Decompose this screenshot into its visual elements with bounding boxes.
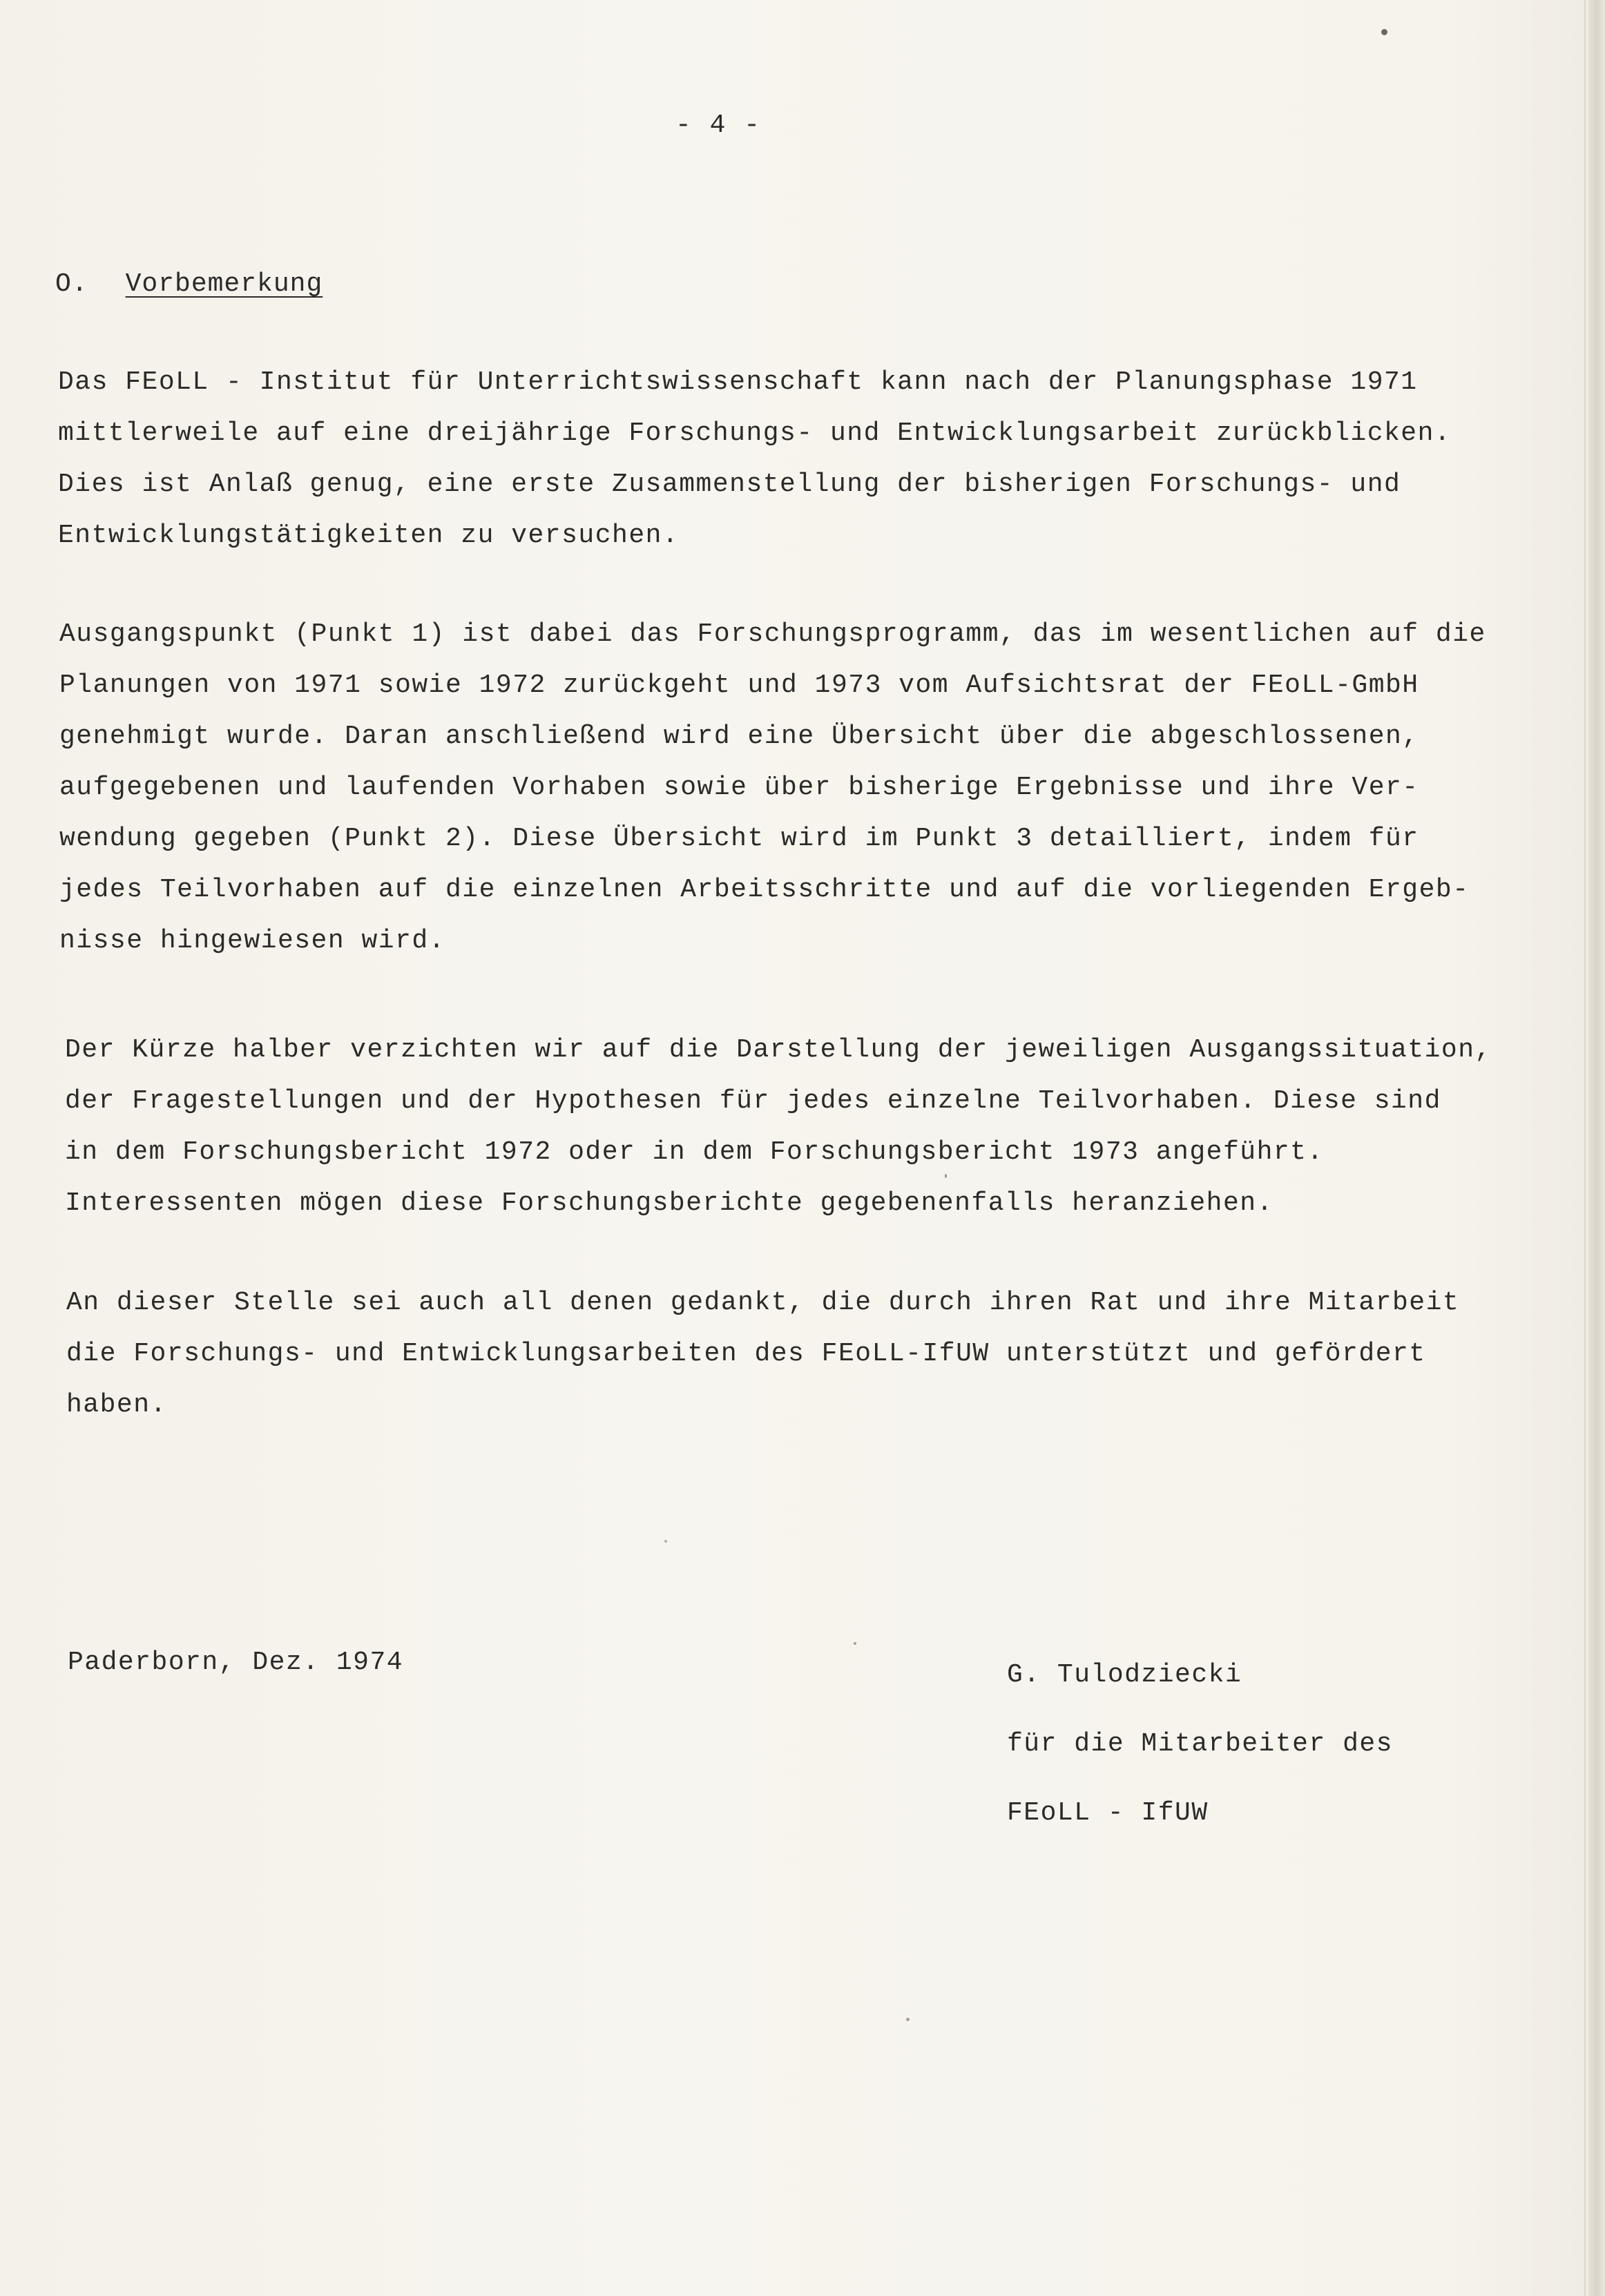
text-line: Interessenten mögen diese Forschungsberichte gegebenenfalls heranziehen. bbox=[65, 1188, 1274, 1218]
section-number: O. bbox=[55, 269, 88, 299]
text-line: An dieser Stelle sei auch all denen gedankt, die durch ihren Rat und ihre Mitarbeit bbox=[66, 1288, 1460, 1318]
text-line: mittlerweile auf eine dreijährige Forschungs- und Entwicklungsarbeit zurückblicken. bbox=[58, 418, 1452, 448]
section-heading bbox=[55, 269, 323, 299]
signature-institute: FEoLL - IfUW bbox=[1007, 1798, 1209, 1828]
text-line: Dies ist Anlaß genug, eine erste Zusammenstellung der bisherigen Forschungs- und bbox=[58, 470, 1401, 499]
text-line: die Forschungs- und Entwicklungsarbeiten des FEoLL-IfUW unterstützt und gefördert bbox=[66, 1339, 1426, 1369]
ink-speck bbox=[664, 1540, 667, 1543]
paragraph-overview bbox=[59, 609, 1486, 967]
section-title: Vorbemerkung bbox=[125, 269, 323, 299]
text-line: in dem Forschungsbericht 1972 oder in dem Forschungsbericht 1973 angeführt. bbox=[65, 1137, 1324, 1167]
text-line: Ausgangspunkt (Punkt 1) ist dabei das Forschungsprogramm, das im wesentlichen auf die bbox=[59, 619, 1486, 649]
signature-name: G. Tulodziecki bbox=[1007, 1660, 1242, 1690]
place-date: Paderborn, Dez. 1974 bbox=[68, 1648, 404, 1677]
signature-block bbox=[1007, 1641, 1393, 1848]
text-line: der Fragestellungen und der Hypothesen für jedes einzelne Teilvorhaben. Diese sind bbox=[65, 1086, 1441, 1116]
signature-affiliation: für die Mitarbeiter des bbox=[1007, 1729, 1393, 1759]
text-line: jedes Teilvorhaben auf die einzelnen Arbeitsschritte und auf die vorliegenden Ergeb- bbox=[59, 875, 1470, 905]
paragraph-brevity bbox=[65, 1025, 1492, 1229]
ink-speck bbox=[945, 1174, 947, 1178]
text-line: haben. bbox=[66, 1390, 167, 1420]
page-edge bbox=[1588, 0, 1605, 2296]
ink-speck bbox=[906, 2018, 910, 2021]
text-line: Das FEoLL - Institut für Unterrichtswissenschaft kann nach der Planungsphase 1971 bbox=[58, 367, 1418, 397]
text-line: wendung gegeben (Punkt 2). Diese Übersicht wird im Punkt 3 detailliert, indem für bbox=[59, 824, 1419, 853]
page-edge-shadow bbox=[1584, 0, 1586, 2296]
ink-speck bbox=[1381, 29, 1387, 35]
text-line: genehmigt wurde. Daran anschließend wird eine Übersicht über die abgeschlossenen, bbox=[59, 722, 1419, 751]
page-number: - 4 - bbox=[675, 110, 762, 140]
text-line: Entwicklungstätigkeiten zu versuchen. bbox=[58, 521, 680, 550]
text-line: aufgegebenen und laufenden Vorhaben sowie über bisherige Ergebnisse und ihre Ver- bbox=[59, 773, 1419, 802]
text-line: nisse hingewiesen wird. bbox=[59, 926, 445, 956]
paragraph-thanks bbox=[66, 1277, 1459, 1431]
paragraph-intro bbox=[58, 357, 1451, 561]
text-line: Der Kürze halber verzichten wir auf die Darstellung der jeweiligen Ausgangssituation, bbox=[65, 1035, 1492, 1065]
ink-speck bbox=[854, 1642, 856, 1645]
text-line: Planungen von 1971 sowie 1972 zurückgeht und 1973 vom Aufsichtsrat der FEoLL-GmbH bbox=[59, 671, 1419, 700]
